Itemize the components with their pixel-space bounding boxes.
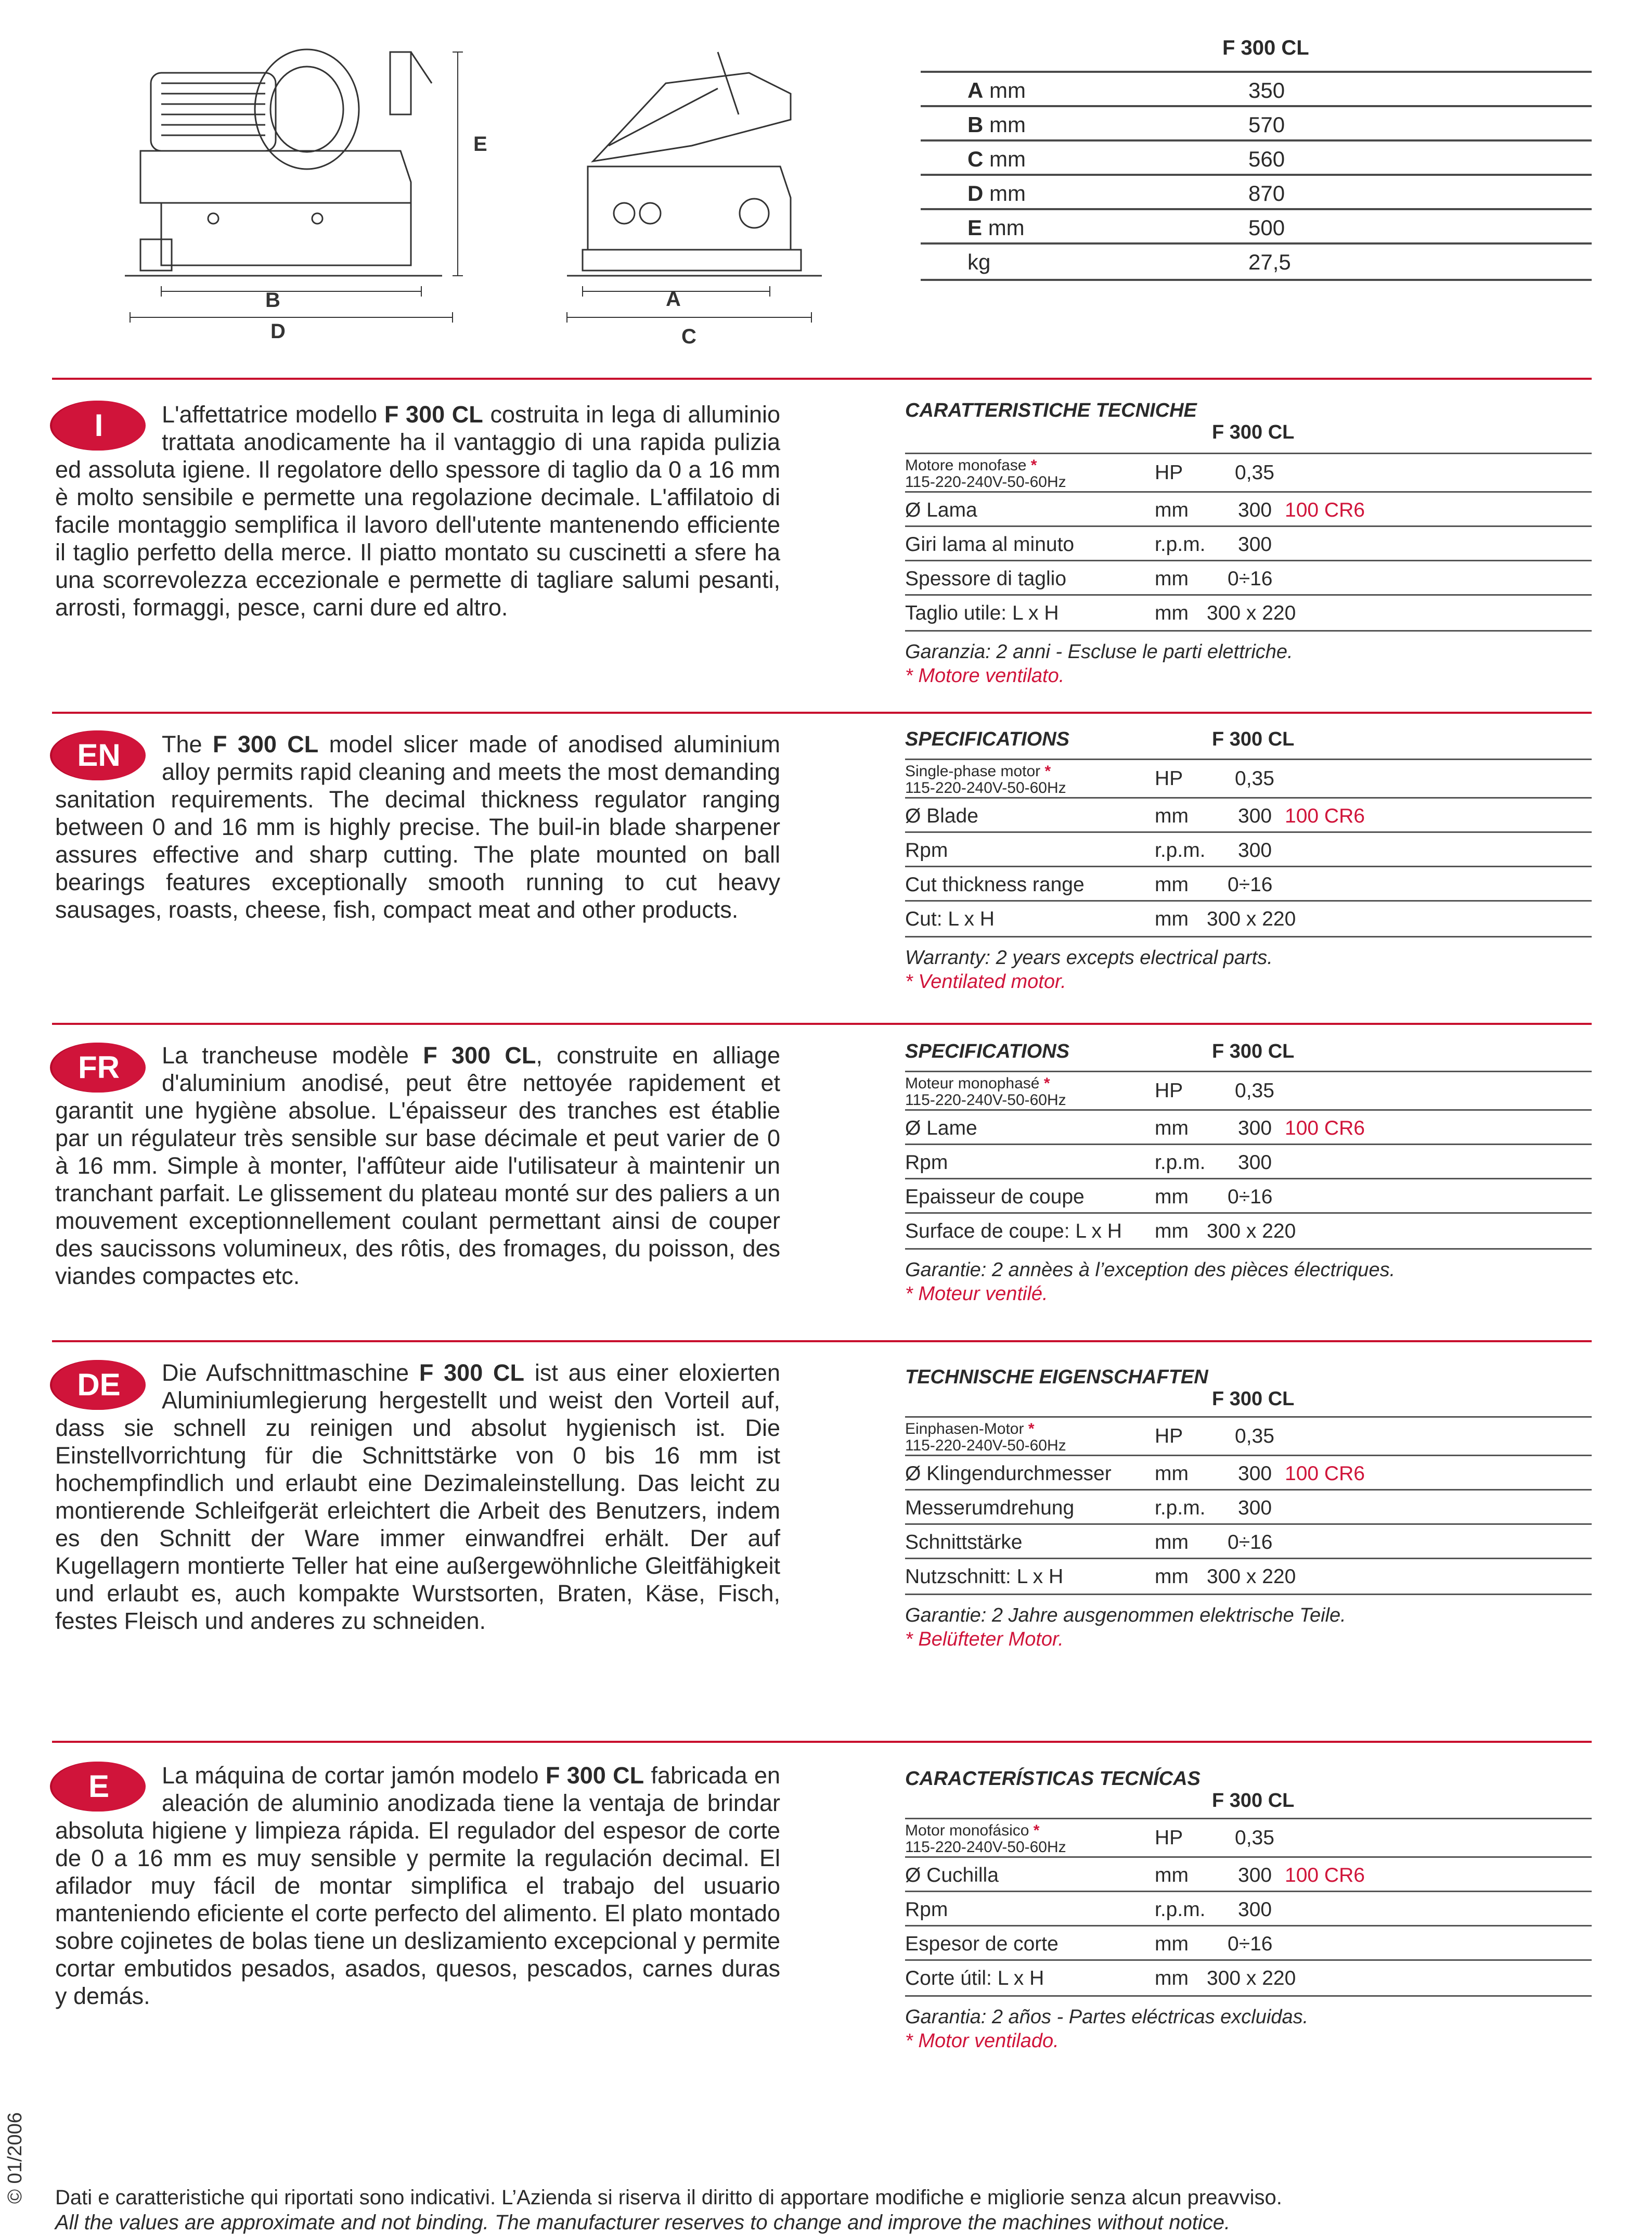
language-badge-it: I bbox=[52, 401, 146, 451]
spec-row-thickness: Espesor de corte mm 0÷16 bbox=[905, 1925, 1592, 1961]
disclaimer-english: All the values are approximate and not binding. The manufacturer reserves to change and improve the machines without notice. bbox=[55, 2211, 1231, 2234]
section-divider bbox=[52, 1741, 1592, 1743]
dimension-value: 870 bbox=[1248, 181, 1285, 205]
dimension-row bbox=[921, 139, 1592, 176]
dimension-unit: mm bbox=[989, 181, 1026, 205]
dimension-row bbox=[921, 242, 1592, 281]
description-en: The F 300 CL model slicer made of anodised aluminium alloy permits rapid cleaning and meets the most demanding sanitation requirements. The decimal thickness regulator ranging between 0 and 16 mm is highly precise. The buil-in blade sharpener assures effective and sharp cutting. The plate mounted on ball bearings features exceptionally smooth running to cut heavy sausages, roasts, cheese, fish, compact meat and other products. bbox=[55, 731, 781, 923]
description-es: La máquina de cortar jamón modelo F 300 CL fabricada en aleación de aluminio anodizada tiene la ventaja de brindar absoluta higiene y limpieza rápida. El regulador del espesor de corte de 0 a 16 mm es muy sensible y permite la regulación decimal. El afilador muy fácil de montar simplifica el trabajo del usuario manteniendo eficiente el corte perfecto del alimento. El plato montado sobre cojinetes de bolas tiene un deslizamiento excepcional y permite cortar embutidos pesados, asados, quesos, pescados, carnes duras y demás. bbox=[55, 1762, 781, 2009]
spec-row-blade: Ø Blade mm 300 100 CR6 bbox=[905, 797, 1592, 833]
dimension-letter: C bbox=[967, 147, 984, 171]
spec-model: F 300 CL bbox=[1212, 1041, 1295, 1062]
spec-model: F 300 CL bbox=[1212, 1790, 1295, 1812]
language-badge-en: EN bbox=[52, 730, 146, 780]
dimension-letter: A bbox=[967, 78, 984, 102]
spec-row-motor: Einphasen-Motor * 115-220-240V-50-60Hz HP 0,35 bbox=[905, 1416, 1592, 1456]
disclaimer-footer bbox=[55, 2185, 1595, 2235]
dimension-unit: kg bbox=[967, 250, 991, 274]
spec-warranty-note: Garantie: 2 Jahre ausgenommen elektrische Teile. * Belüfteter Motor. bbox=[905, 1604, 1346, 1650]
spec-title: SPECIFICATIONS bbox=[905, 1041, 1069, 1062]
dimension-letter: E bbox=[967, 215, 983, 240]
spec-table-de bbox=[905, 1366, 1592, 1658]
spec-row-cut: Nutzschnitt: L x H mm 300 x 220 bbox=[905, 1558, 1592, 1595]
spec-row-blade: Ø Lama mm 300 100 CR6 bbox=[905, 491, 1592, 527]
spec-title: CARATTERISTICHE TECNICHE bbox=[905, 400, 1197, 421]
copyright-date: © 01/2006 bbox=[4, 2112, 26, 2204]
spec-model: F 300 CL bbox=[1212, 421, 1295, 443]
dimension-unit: mm bbox=[989, 147, 1026, 171]
spec-row-thickness: Epaisseur de coupe mm 0÷16 bbox=[905, 1178, 1592, 1214]
spec-row-cut: Cut: L x H mm 300 x 220 bbox=[905, 900, 1592, 937]
dim-label-e: E bbox=[473, 133, 487, 156]
spec-table-en bbox=[905, 728, 1592, 1009]
language-badge-de: DE bbox=[52, 1360, 146, 1410]
spec-row-rpm: Giri lama al minuto r.p.m. 300 bbox=[905, 525, 1592, 561]
spec-row-motor: Motore monofase * 115-220-240V-50-60Hz HP 0,35 bbox=[905, 453, 1592, 493]
dimension-letter: B bbox=[967, 112, 984, 137]
spec-warranty-note: Garantie: 2 annèes à l’exception des pièces électriques. * Moteur ventilé. bbox=[905, 1259, 1396, 1305]
dimension-letter: D bbox=[967, 181, 984, 205]
spec-row-blade: Ø Klingendurchmesser mm 300 100 CR6 bbox=[905, 1455, 1592, 1491]
dimension-value: 570 bbox=[1248, 112, 1285, 137]
spec-row-motor: Moteur monophasé * 115-220-240V-50-60Hz HP 0,35 bbox=[905, 1071, 1592, 1111]
spec-model: F 300 CL bbox=[1212, 728, 1295, 750]
dimension-row bbox=[921, 208, 1592, 245]
side-body bbox=[588, 166, 791, 250]
dimension-value: 27,5 bbox=[1248, 250, 1291, 274]
spec-row-thickness: Schnittstärke mm 0÷16 bbox=[905, 1523, 1592, 1559]
sharpener bbox=[390, 52, 411, 114]
section-divider bbox=[52, 1023, 1592, 1025]
front-view-svg bbox=[120, 31, 515, 354]
dim-label-b: B bbox=[265, 289, 280, 312]
section-divider bbox=[52, 378, 1592, 380]
language-badge-fr: FR bbox=[52, 1043, 146, 1093]
dimension-value: 350 bbox=[1248, 78, 1285, 102]
spec-table-it bbox=[905, 400, 1592, 696]
spec-row-blade: Ø Cuchilla mm 300 100 CR6 bbox=[905, 1856, 1592, 1892]
dim-label-a: A bbox=[666, 288, 681, 311]
dimension-value: 560 bbox=[1248, 147, 1285, 171]
spec-table-es bbox=[905, 1768, 1592, 2059]
motor-housing bbox=[151, 73, 276, 151]
side-view-drawing bbox=[562, 42, 853, 354]
dimension-row bbox=[921, 71, 1592, 107]
spec-row-thickness: Spessore di taglio mm 0÷16 bbox=[905, 560, 1592, 596]
dimension-table-model: F 300 CL bbox=[1222, 36, 1309, 59]
side-view-svg bbox=[562, 42, 853, 354]
spec-row-rpm: Rpm r.p.m. 300 bbox=[905, 831, 1592, 867]
dimension-unit: mm bbox=[989, 78, 1026, 102]
dim-label-d: D bbox=[270, 320, 286, 343]
dimension-row bbox=[921, 105, 1592, 142]
spec-title: TECHNISCHE EIGENSCHAFTEN bbox=[905, 1366, 1208, 1388]
language-badge-es: E bbox=[52, 1762, 146, 1812]
spec-warranty-note: Garanzia: 2 anni - Escluse le parti elettriche. * Motore ventilato. bbox=[905, 641, 1293, 687]
base bbox=[161, 203, 411, 265]
spec-row-cut: Taglio utile: L x H mm 300 x 220 bbox=[905, 594, 1592, 632]
spec-title: SPECIFICATIONS bbox=[905, 728, 1069, 750]
spec-row-motor: Motor monofásico * 115-220-240V-50-60Hz HP 0,35 bbox=[905, 1818, 1592, 1858]
description-de: Die Aufschnittmaschine F 300 CL ist aus einer eloxierten Aluminiumlegierung hergestellt und weist den Vorteil auf, dass sie schnell zu reinigen und absolut hygienisch ist. Die Einstellvorrichtung für die Schnittstärke von 0 bis 16 mm ist hochempfindlich und erlaubt eine Dezimaleinstellung. Das leicht zu montierende Schleifgerät erleichtert die Arbeit des Benutzers, indem es den Schnitt der Ware immer einwandfrei erhält. Der auf Kugellagern montierte Teller hat eine außergewöhnliche Gleitfähigkeit und erlaubt es, auch kompakte Wurstsorten, Braten, Käse, Fisch, festes Fleisch und anderes zu schneiden. bbox=[55, 1359, 781, 1634]
spec-row-rpm: Messerumdrehung r.p.m. 300 bbox=[905, 1489, 1592, 1525]
spec-row-thickness: Cut thickness range mm 0÷16 bbox=[905, 866, 1592, 902]
spec-table-fr bbox=[905, 1041, 1592, 1321]
spec-row-cut: Corte útil: L x H mm 300 x 220 bbox=[905, 1959, 1592, 1997]
dimension-unit: mm bbox=[988, 215, 1025, 240]
spec-row-blade: Ø Lame mm 300 100 CR6 bbox=[905, 1109, 1592, 1145]
dim-label-c: C bbox=[681, 325, 696, 348]
spec-row-motor: Single-phase motor * 115-220-240V-50-60Hz HP 0,35 bbox=[905, 759, 1592, 799]
spec-warranty-note: Warranty: 2 years excepts electrical parts. * Ventilated motor. bbox=[905, 947, 1273, 993]
spec-row-rpm: Rpm r.p.m. 300 bbox=[905, 1144, 1592, 1179]
spec-row-rpm: Rpm r.p.m. 300 bbox=[905, 1891, 1592, 1926]
dimension-row bbox=[921, 174, 1592, 210]
dimension-unit: mm bbox=[989, 112, 1026, 137]
spec-model: F 300 CL bbox=[1212, 1388, 1295, 1410]
dimension-value: 500 bbox=[1248, 215, 1285, 240]
carriage bbox=[593, 73, 791, 161]
spec-row-cut: Surface de coupe: L x H mm 300 x 220 bbox=[905, 1212, 1592, 1250]
section-divider bbox=[52, 712, 1592, 714]
description-it: L'affettatrice modello F 300 CL costruita in lega di alluminio trattata anodicamente ha il vantaggio di una rapida pulizia ed assoluta igiene. Il regolatore dello spessore di taglio da 0 a 16 mm è molto sensibile e permette una regolazione decimale. L'affilatoio di facile montaggio semplifica il lavoro dell'utente mantenendo efficiente il taglio perfetto della merce. Il piatto montato su cuscinetti a sfere ha una scorrevolezza eccezionale e permette di tagliare salumi pesanti, arrosti, formaggi, pesce, carni dure ed altro. bbox=[55, 401, 780, 621]
section-divider bbox=[52, 1340, 1592, 1342]
description-fr: La trancheuse modèle F 300 CL, construite en alliage d'aluminium anodisé, peut être nettoyée rapidement et garantit une hygiène absolue. L'épaisseur des tranches est établie par un régulateur très sensible sur base décimale et peut varier de 0 à 16 mm. Simple à monter, l'affûteur aide l'utilisateur à maintenir un tranchant parfait. Le glissement du plateau monté sur des paliers a un mouvement exceptionnellement coulant permettant ainsi de couper des saucissons volumineux, des rôtis, des fromages, du poisson, des viandes compactes etc. bbox=[55, 1042, 780, 1289]
front-view-drawing bbox=[120, 31, 515, 354]
spec-warranty-note: Garantia: 2 años - Partes eléctricas excluidas. * Motor ventilado. bbox=[905, 2006, 1309, 2052]
disclaimer-italian: Dati e caratteristiche qui riportati sono indicativi. L’Azienda si riserva il diritto di apportare modifiche e migliorie senza alcun preavviso. bbox=[55, 2186, 1282, 2209]
spec-title: CARACTERÍSTICAS TECNÍCAS bbox=[905, 1768, 1201, 1790]
